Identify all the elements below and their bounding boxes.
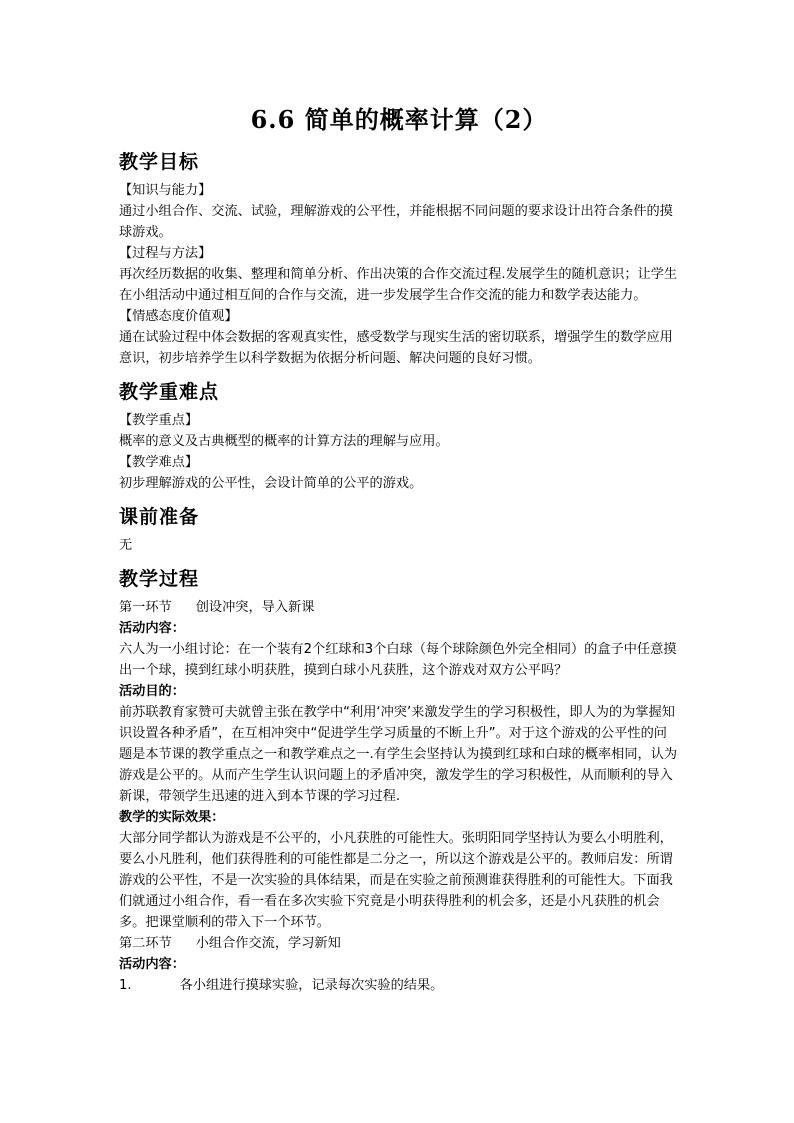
step2-line: [119, 933, 679, 954]
heading-process: 教学过程: [119, 568, 200, 590]
text-knowledge: 通过小组合作、交流、试验，理解游戏的公平性，并能根据不同问题的要求设计出符合条件的摸球游戏。: [119, 204, 673, 240]
text-process: 再次经历数据的收集、整理和简单分析、作出决策的合作交流过程.发展学生的随机意识；让学生在小组活动中通过相互间的合作与交流，进一步发展学生合作交流的能力和数学表达能力。: [119, 267, 678, 303]
list-item: [119, 975, 679, 996]
step1-line: [119, 597, 679, 618]
document-page: [119, 100, 679, 996]
label-activity-content-2: 活动内容：: [119, 957, 185, 972]
text-activity-purpose: 前苏联教育家赞可夫就曾主张在教学中“利用‘冲突’来激发学生的学习积极性，即人为的为掌握知识设置各种矛盾”，在互相冲突中“促进学生学习质量的不断上升”。对于这个游戏的公平性的问题是本节课的教学重点之一和教学难点之一.有学生会坚持认为摸到红球和白球的概率相同，认为游戏是公平的。从而产生学生认识问题上的矛盾冲突，激发学生的学习积极性，从而顺利的导入新课，带领学生迅速的进入到本节课的学习过程.: [119, 705, 678, 804]
label-difficulty: 【教学难点】: [119, 455, 199, 470]
item1-text: 各小组进行摸球实验，记录每次实验的结果。: [179, 978, 444, 993]
label-key: 【教学重点】: [119, 413, 199, 428]
step1-title: 创设冲突，导入新课: [195, 600, 315, 615]
label-process: 【过程与方法】: [119, 246, 212, 261]
heading-preparation: 课前准备: [119, 506, 200, 528]
label-knowledge: 【知识与能力】: [119, 183, 212, 198]
step2-name: 第二环节: [119, 936, 172, 951]
text-activity-content: 六人为一小组讨论：在一个装有2个红球和3个白球（每个球除颜色外完全相同）的盒子中任意摸出一个球，摸到红球小明获胜，摸到白球小凡获胜，这个游戏对双方公平吗？: [119, 642, 677, 678]
text-preparation: 无: [119, 538, 133, 553]
label-emotion: 【情感态度价值观】: [119, 309, 238, 324]
text-emotion: 通在试验过程中体会数据的客观真实性，感受数学与现实生活的密切联系，增强学生的数学应用意识，初步培养学生以科学数据为依据分析问题、解决问题的良好习惯。: [119, 330, 673, 366]
text-difficulty: 初步理解游戏的公平性，会设计简单的公平的游戏。: [119, 476, 423, 491]
document-title: 6.6 简单的概率计算（2）: [250, 105, 548, 134]
heading-teaching-goals: 教学目标: [119, 151, 200, 173]
step1-name: 第一环节: [119, 600, 172, 615]
label-activity-purpose: 活动目的：: [119, 684, 185, 699]
label-actual-effect: 教学的实际效果：: [119, 810, 225, 825]
step2-title: 小组合作交流，学习新知: [195, 936, 341, 951]
text-key: 概率的意义及古典概型的概率的计算方法的理解与应用。: [119, 434, 449, 449]
heading-key-points: 教学重难点: [119, 381, 220, 403]
text-actual-effect: 大部分同学都认为游戏是不公平的，小凡获胜的可能性大。张明阳同学坚持认为要么小明胜利，要么小凡胜利，他们获得胜利的可能性都是二分之一，所以这个游戏是公平的。教师启发：所谓游戏的公平性，不是一次实验的具体结果，而是在实验之前预测谁获得胜利的可能性大。下面我们就通过小组合作，看一看在多次实验下究竟是小明获得胜利的机会多，还是小凡获胜的机会多。把课堂顺利的带入下一个环节。: [119, 831, 673, 930]
label-activity-content: 活动内容：: [119, 621, 185, 636]
item1-number: 1.: [119, 978, 132, 993]
